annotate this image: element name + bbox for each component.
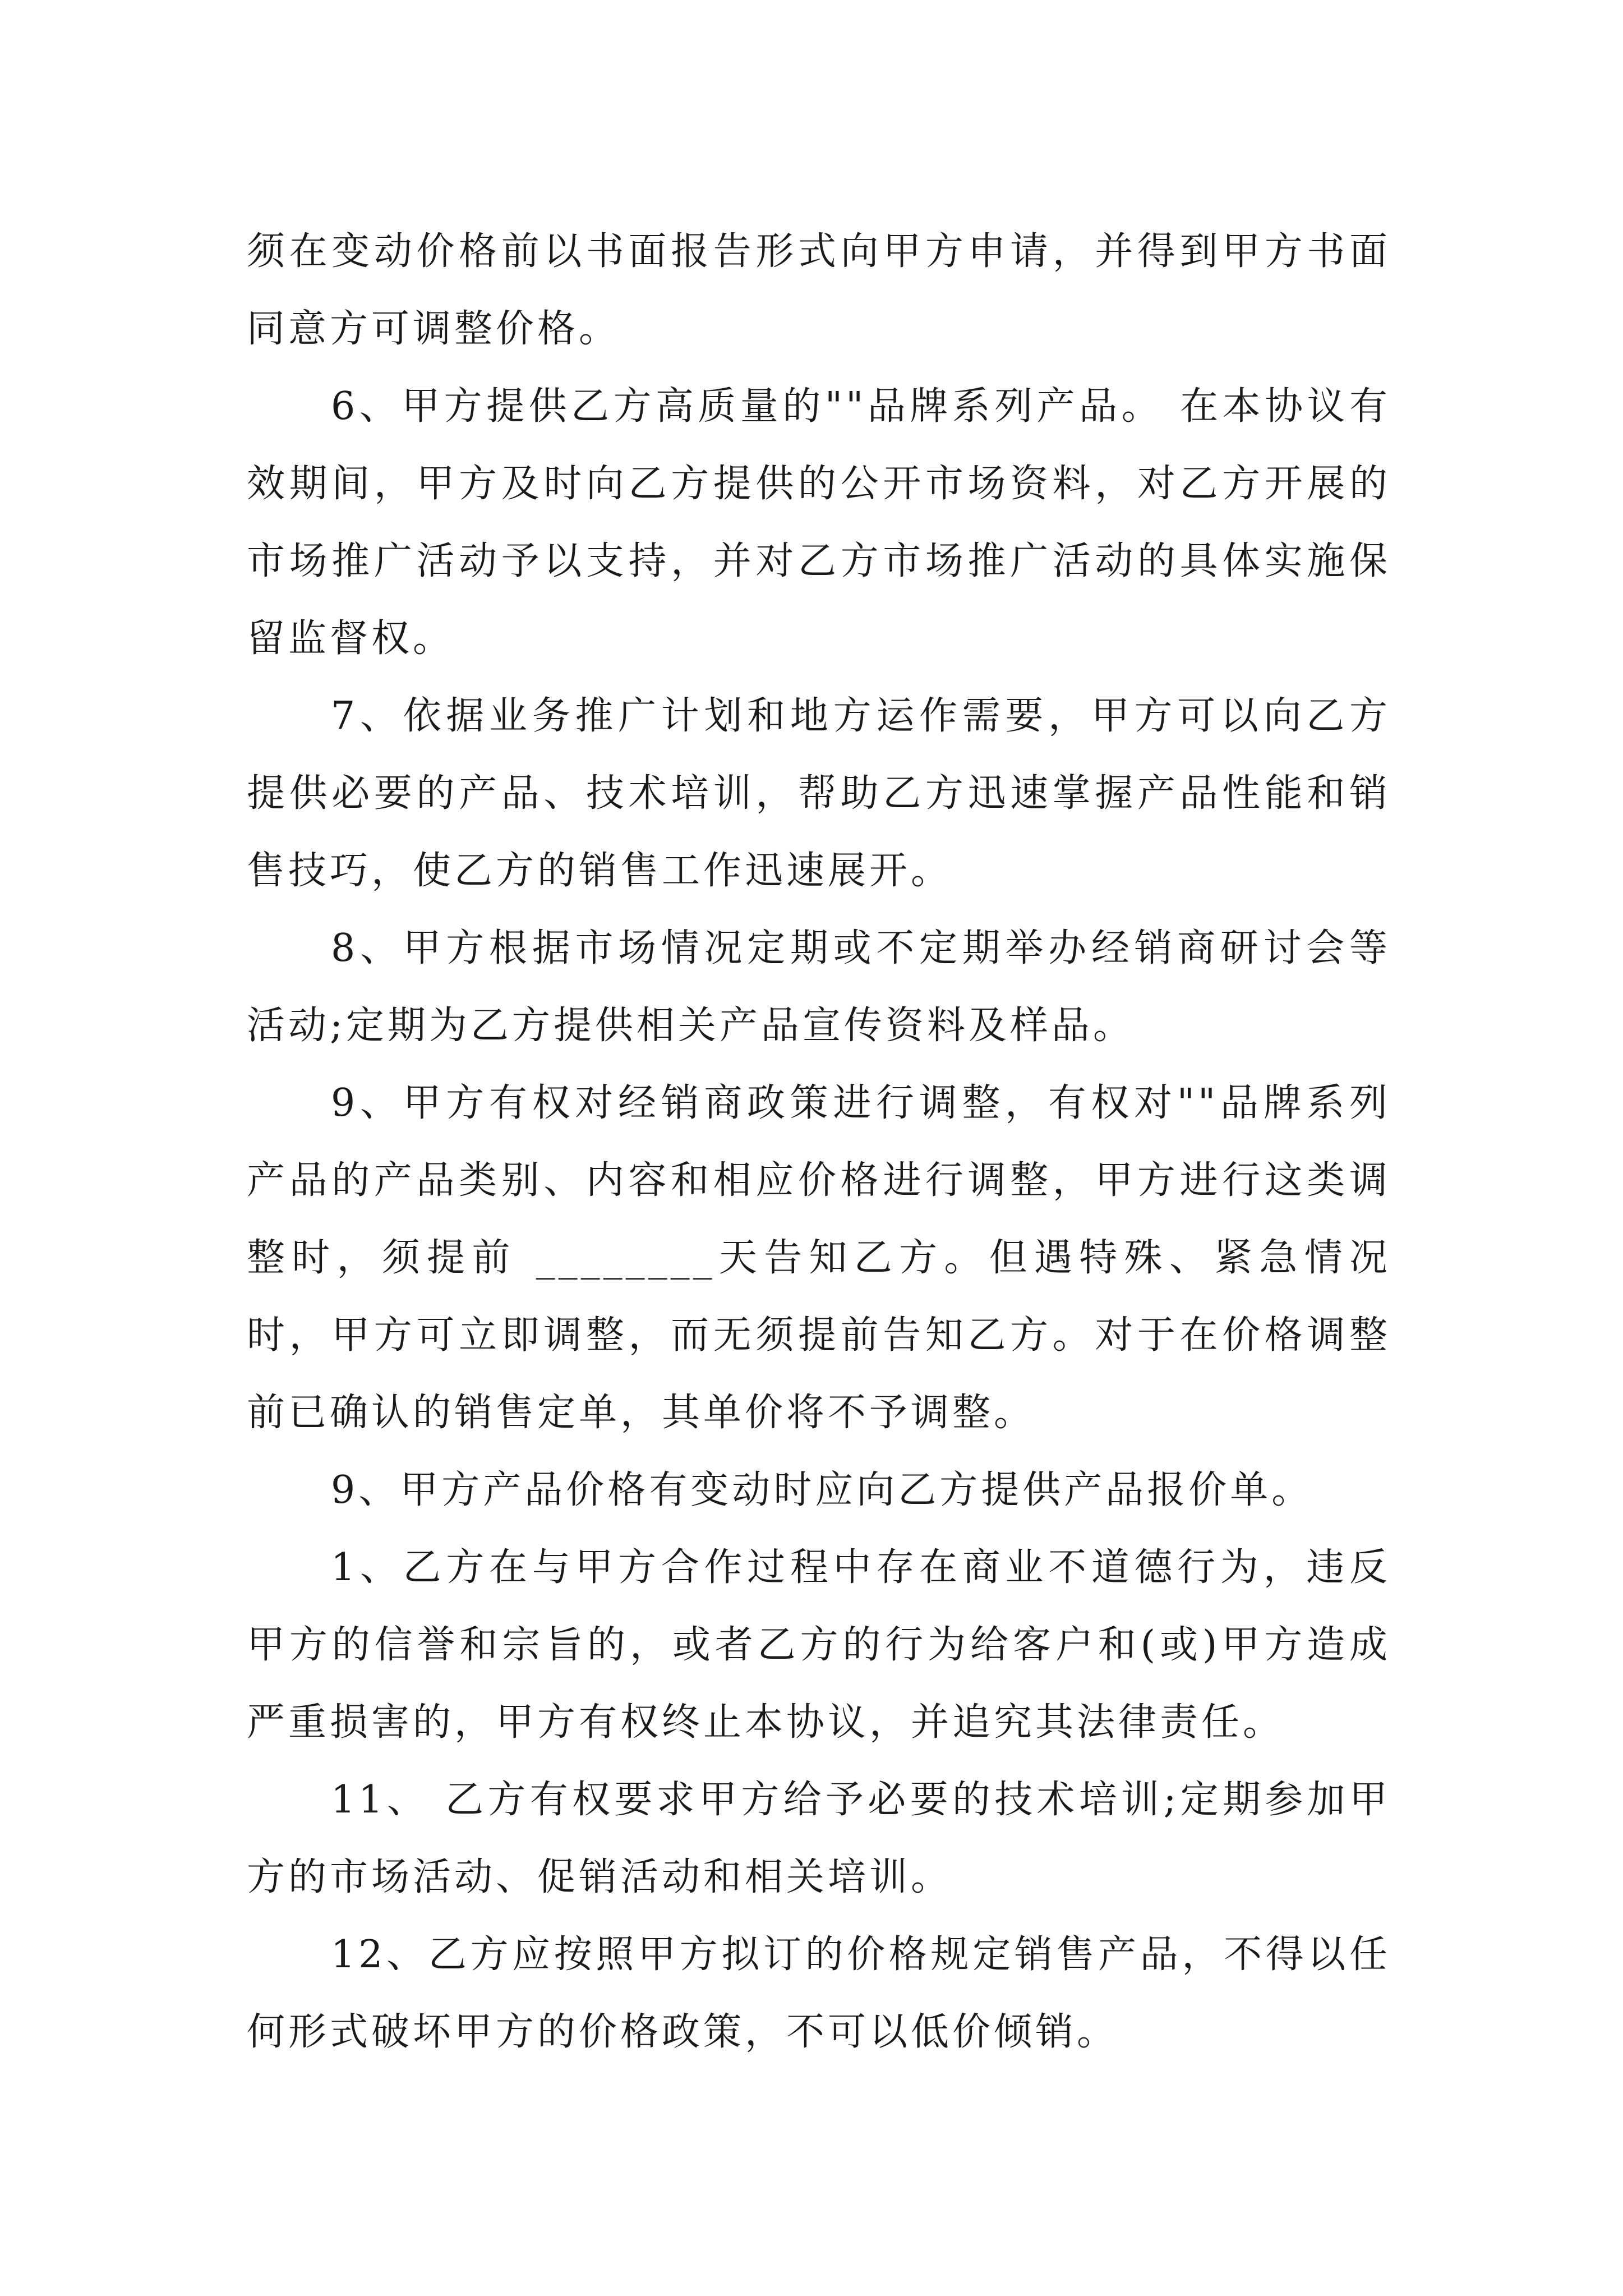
paragraph: 7、依据业务推广计划和地方运作需要，甲方可以向乙方提供必要的产品、技术培训，帮助乙方迅速掌握产品性能和销售技巧，使乙方的销售工作迅速展开。: [247, 694, 1391, 893]
paragraph: 须在变动价格前以书面报告形式向甲方申请，并得到甲方书面同意方可调整价格。: [247, 229, 1391, 351]
paragraph: 1、乙方在与甲方合作过程中存在商业不道德行为，违反甲方的信誉和宗旨的，或者乙方的行为给客户和(或)甲方造成严重损害的，甲方有权终止本协议，并追究其法律责任。: [247, 1545, 1391, 1745]
paragraph: 6、甲方提供乙方高质量的""品牌系列产品。 在本协议有效期间，甲方及时向乙方提供的公开市场资料，对乙方开展的市场推广活动予以支持，并对乙方市场推广活动的具体实施保留监督权。: [247, 384, 1391, 661]
paragraph: 11、 乙方有权要求甲方给予必要的技术培训;定期参加甲方的市场活动、促销活动和相关培训。: [247, 1778, 1391, 1899]
document-body: [247, 213, 1391, 2071]
paragraph: 8、甲方根据市场情况定期或不定期举办经销商研讨会等活动;定期为乙方提供相关产品宣传资料及样品。: [247, 926, 1391, 1048]
paragraph: 9、甲方有权对经销商政策进行调整，有权对""品牌系列产品的产品类别、内容和相应价格进行调整，甲方进行这类调整时，须提前 ________天告知乙方。但遇特殊、紧急情况时，甲方可立即调整，而无须提前告知乙方。对于在价格调整前已确认的销售定单，其单价将不予调整。: [247, 1081, 1391, 1435]
paragraph: 12、乙方应按照甲方拟订的价格规定销售产品，不得以任何形式破坏甲方的价格政策，不可以低价倾销。: [247, 1932, 1391, 2054]
paragraph: 9、甲方产品价格有变动时应向乙方提供产品报价单。: [331, 1468, 1313, 1512]
